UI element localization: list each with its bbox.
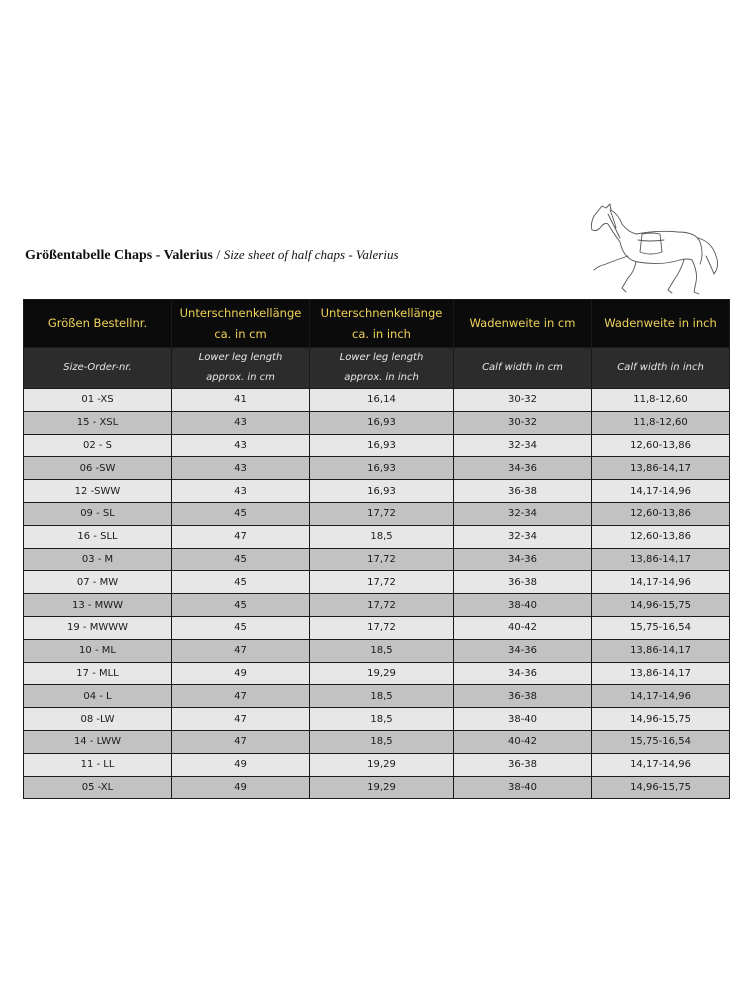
table-cell: 17,72 (310, 571, 454, 594)
table-cell: 15,75-16,54 (592, 730, 730, 753)
subheader-cell: Calf width in inch (592, 348, 730, 389)
header-cell: Unterschnenkellänge ca. in inch (310, 300, 454, 348)
table-cell: 06 -SW (24, 457, 172, 480)
table-cell: 15,75-16,54 (592, 616, 730, 639)
table-cell: 11,8-12,60 (592, 389, 730, 412)
table-cell: 38-40 (454, 594, 592, 617)
table-cell: 32-34 (454, 434, 592, 457)
table-cell: 04 - L (24, 685, 172, 708)
table-row (24, 571, 730, 594)
table-cell: 43 (172, 434, 310, 457)
table-cell: 16,93 (310, 434, 454, 457)
table-cell: 16 - SLL (24, 525, 172, 548)
table-cell: 18,5 (310, 730, 454, 753)
title-separator: / (216, 248, 221, 263)
table-cell: 12,60-13,86 (592, 502, 730, 525)
table-cell: 16,93 (310, 480, 454, 503)
table-row (24, 685, 730, 708)
table-cell: 12,60-13,86 (592, 525, 730, 548)
table-cell: 49 (172, 753, 310, 776)
table-header-row-english (24, 348, 730, 389)
table-cell: 32-34 (454, 525, 592, 548)
table-cell: 47 (172, 708, 310, 731)
table-row (24, 639, 730, 662)
table-cell: 34-36 (454, 662, 592, 685)
table-cell: 43 (172, 411, 310, 434)
table-cell: 13,86-14,17 (592, 639, 730, 662)
table-row (24, 594, 730, 617)
table-cell: 17 - MLL (24, 662, 172, 685)
table-cell: 14,17-14,96 (592, 753, 730, 776)
table-cell: 11 - LL (24, 753, 172, 776)
table-cell: 36-38 (454, 480, 592, 503)
subheader-cell: Lower leg length approx. in cm (172, 348, 310, 389)
table-cell: 17,72 (310, 616, 454, 639)
table-cell: 05 -XL (24, 776, 172, 799)
table-cell: 45 (172, 571, 310, 594)
table-cell: 47 (172, 639, 310, 662)
table-cell: 47 (172, 685, 310, 708)
table-cell: 13 - MWW (24, 594, 172, 617)
table-row (24, 776, 730, 799)
table-cell: 12 -SWW (24, 480, 172, 503)
table-cell: 45 (172, 502, 310, 525)
table-cell: 19,29 (310, 776, 454, 799)
table-row (24, 502, 730, 525)
table-cell: 14 - LWW (24, 730, 172, 753)
header-cell: Wadenweite in cm (454, 300, 592, 348)
table-cell: 40-42 (454, 616, 592, 639)
table-cell: 08 -LW (24, 708, 172, 731)
table-cell: 36-38 (454, 685, 592, 708)
table-cell: 11,8-12,60 (592, 411, 730, 434)
header-cell: Wadenweite in inch (592, 300, 730, 348)
table-row (24, 616, 730, 639)
header-cell: Größen Bestellnr. (24, 300, 172, 348)
table-cell: 38-40 (454, 708, 592, 731)
table-cell: 14,17-14,96 (592, 571, 730, 594)
table-cell: 03 - M (24, 548, 172, 571)
table-cell: 17,72 (310, 502, 454, 525)
table-cell: 12,60-13,86 (592, 434, 730, 457)
table-cell: 07 - MW (24, 571, 172, 594)
table-cell: 16,93 (310, 457, 454, 480)
table-cell: 18,5 (310, 708, 454, 731)
table-cell: 47 (172, 525, 310, 548)
table-cell: 16,93 (310, 411, 454, 434)
table-cell: 40-42 (454, 730, 592, 753)
table-row (24, 434, 730, 457)
table-cell: 47 (172, 730, 310, 753)
table-cell: 38-40 (454, 776, 592, 799)
table-cell: 14,17-14,96 (592, 685, 730, 708)
table-row (24, 457, 730, 480)
table-cell: 19 - MWWW (24, 616, 172, 639)
table-cell: 18,5 (310, 525, 454, 548)
table-cell: 30-32 (454, 411, 592, 434)
table-cell: 34-36 (454, 457, 592, 480)
table-cell: 02 - S (24, 434, 172, 457)
table-cell: 14,17-14,96 (592, 480, 730, 503)
table-cell: 14,96-15,75 (592, 594, 730, 617)
table-row (24, 708, 730, 731)
title-german: Größentabelle Chaps - Valerius (25, 248, 213, 263)
table-cell: 45 (172, 594, 310, 617)
table-cell: 19,29 (310, 662, 454, 685)
table-cell: 13,86-14,17 (592, 457, 730, 480)
table-row (24, 389, 730, 412)
table-cell: 17,72 (310, 548, 454, 571)
horse-icon (580, 198, 726, 298)
table-row (24, 730, 730, 753)
table-cell: 10 - ML (24, 639, 172, 662)
table-cell: 49 (172, 662, 310, 685)
table-row (24, 662, 730, 685)
table-row (24, 411, 730, 434)
header-cell: Unterschnenkellänge ca. in cm (172, 300, 310, 348)
subheader-cell: Calf width in cm (454, 348, 592, 389)
table-cell: 43 (172, 480, 310, 503)
table-cell: 01 -XS (24, 389, 172, 412)
table-cell: 13,86-14,17 (592, 548, 730, 571)
table-cell: 19,29 (310, 753, 454, 776)
table-row (24, 548, 730, 571)
size-table (23, 299, 730, 799)
table-cell: 45 (172, 548, 310, 571)
table-cell: 49 (172, 776, 310, 799)
table-cell: 45 (172, 616, 310, 639)
table-cell: 13,86-14,17 (592, 662, 730, 685)
table-cell: 36-38 (454, 753, 592, 776)
table-cell: 36-38 (454, 571, 592, 594)
table-header-row-german (24, 300, 730, 348)
table-cell: 43 (172, 457, 310, 480)
page-title (25, 247, 399, 264)
table-cell: 14,96-15,75 (592, 776, 730, 799)
table-cell: 17,72 (310, 594, 454, 617)
table-cell: 34-36 (454, 548, 592, 571)
table-row (24, 480, 730, 503)
table-cell: 16,14 (310, 389, 454, 412)
table-cell: 41 (172, 389, 310, 412)
table-cell: 18,5 (310, 639, 454, 662)
table-cell: 30-32 (454, 389, 592, 412)
table-cell: 15 - XSL (24, 411, 172, 434)
table-cell: 09 - SL (24, 502, 172, 525)
subheader-cell: Size-Order-nr. (24, 348, 172, 389)
subheader-cell: Lower leg length approx. in inch (310, 348, 454, 389)
table-cell: 34-36 (454, 639, 592, 662)
table-row (24, 525, 730, 548)
table-cell: 14,96-15,75 (592, 708, 730, 731)
table-cell: 32-34 (454, 502, 592, 525)
title-english: Size sheet of half chaps - Valerius (223, 247, 399, 262)
table-row (24, 753, 730, 776)
table-cell: 18,5 (310, 685, 454, 708)
